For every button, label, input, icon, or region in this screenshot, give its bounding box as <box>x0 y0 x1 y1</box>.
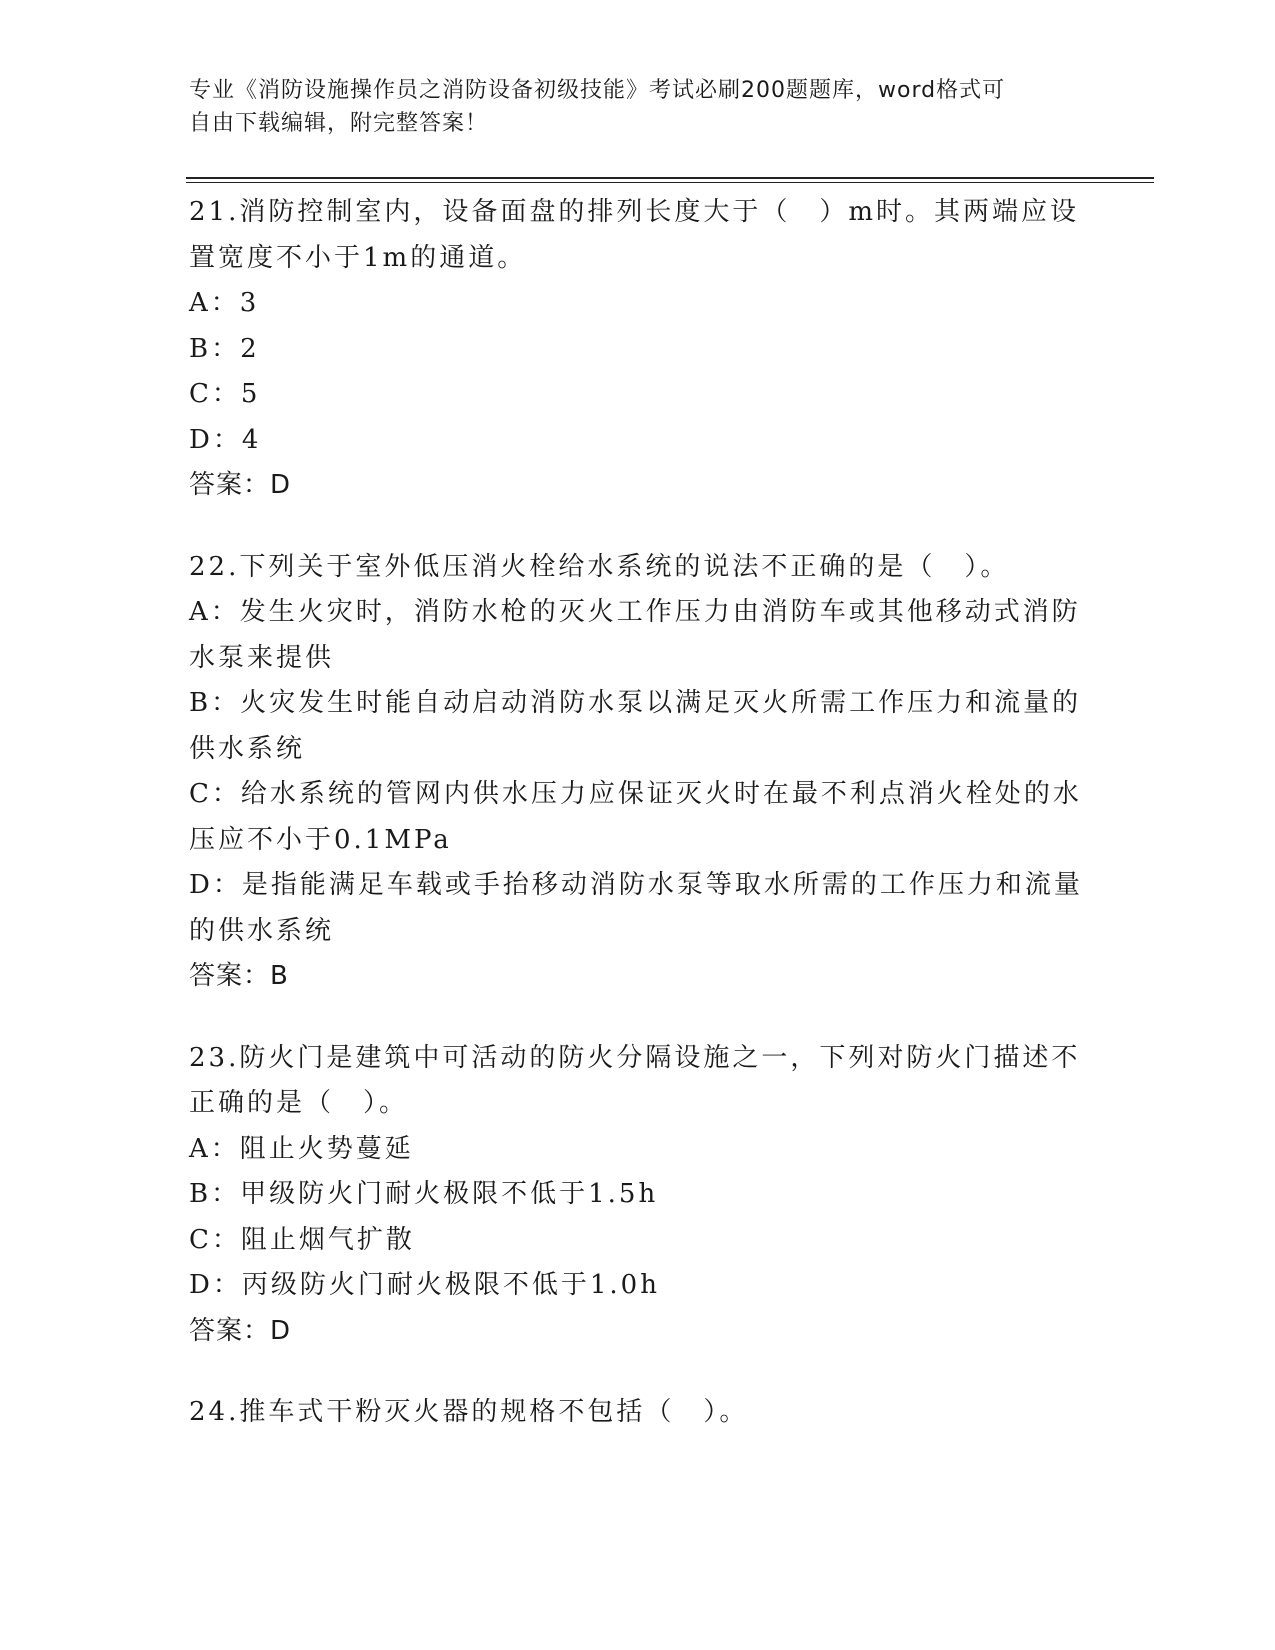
option-d: D：丙级防火门耐火极限不低于1.0h <box>189 1270 660 1300</box>
header-line-2: 自由下载编辑，附完整答案！ <box>189 111 489 136</box>
option-d: D：是指能满足车载或手抬移动消防水泵等取水所需的工作压力和流量 <box>189 870 1083 900</box>
option-a-cont: 水泵来提供 <box>189 642 335 673</box>
question-text: 21.消防控制室内，设备面盘的排列长度大于（ ）m时。其两端应设 <box>189 197 1080 227</box>
option-c: C：给水系统的管网内供水压力应保证灭火时在最不利点消火栓处的水 <box>189 779 1082 809</box>
option-a: A：3 <box>189 288 260 318</box>
option-a: A：发生火灾时，消防水枪的灭火工作压力由消防车或其他移动式消防 <box>189 597 1081 627</box>
header-rule-top <box>186 177 1154 179</box>
header-rule-bottom <box>186 182 1154 183</box>
answer-label: 答案：D <box>189 470 292 500</box>
option-b: B：火灾发生时能自动启动消防水泵以满足灭火所需工作压力和流量的 <box>189 688 1082 718</box>
question-list <box>189 190 1089 1472</box>
answer-label: 答案：B <box>189 961 289 991</box>
document-header <box>189 74 1069 140</box>
option-c: C：5 <box>189 379 261 409</box>
answer-label: 答案：D <box>189 1315 292 1346</box>
option-c-cont: 压应不小于0.1MPa <box>189 824 452 855</box>
question-23 <box>189 1036 1089 1355</box>
question-text: 正确的是（ ）。 <box>189 1088 409 1118</box>
option-b-cont: 供水系统 <box>189 733 306 764</box>
question-24 <box>189 1390 1089 1436</box>
question-text: 置宽度不小于1m的通道。 <box>189 242 527 273</box>
question-text: 23.防火门是建筑中可活动的防火分隔设施之一，下列对防火门描述不 <box>189 1042 1081 1073</box>
option-c: C：阻止烟气扩散 <box>189 1224 415 1255</box>
option-b: B：2 <box>189 333 260 364</box>
question-21 <box>189 190 1089 509</box>
option-d: D：4 <box>189 424 262 455</box>
question-22 <box>189 545 1089 1000</box>
header-line-1: 专业《消防设施操作员之消防设备初级技能》考试必刷200题题库，word格式可 <box>189 78 1006 103</box>
option-a: A：阻止火势蔓延 <box>189 1133 414 1164</box>
option-b: B：甲级防火门耐火极限不低于1.5h <box>189 1179 659 1209</box>
option-d-cont: 的供水系统 <box>189 915 335 946</box>
question-text: 24.推车式干粉灭火器的规格不包括（ ）。 <box>189 1397 749 1427</box>
question-text: 22.下列关于室外低压消火栓给水系统的说法不正确的是（ ）。 <box>189 551 1010 582</box>
